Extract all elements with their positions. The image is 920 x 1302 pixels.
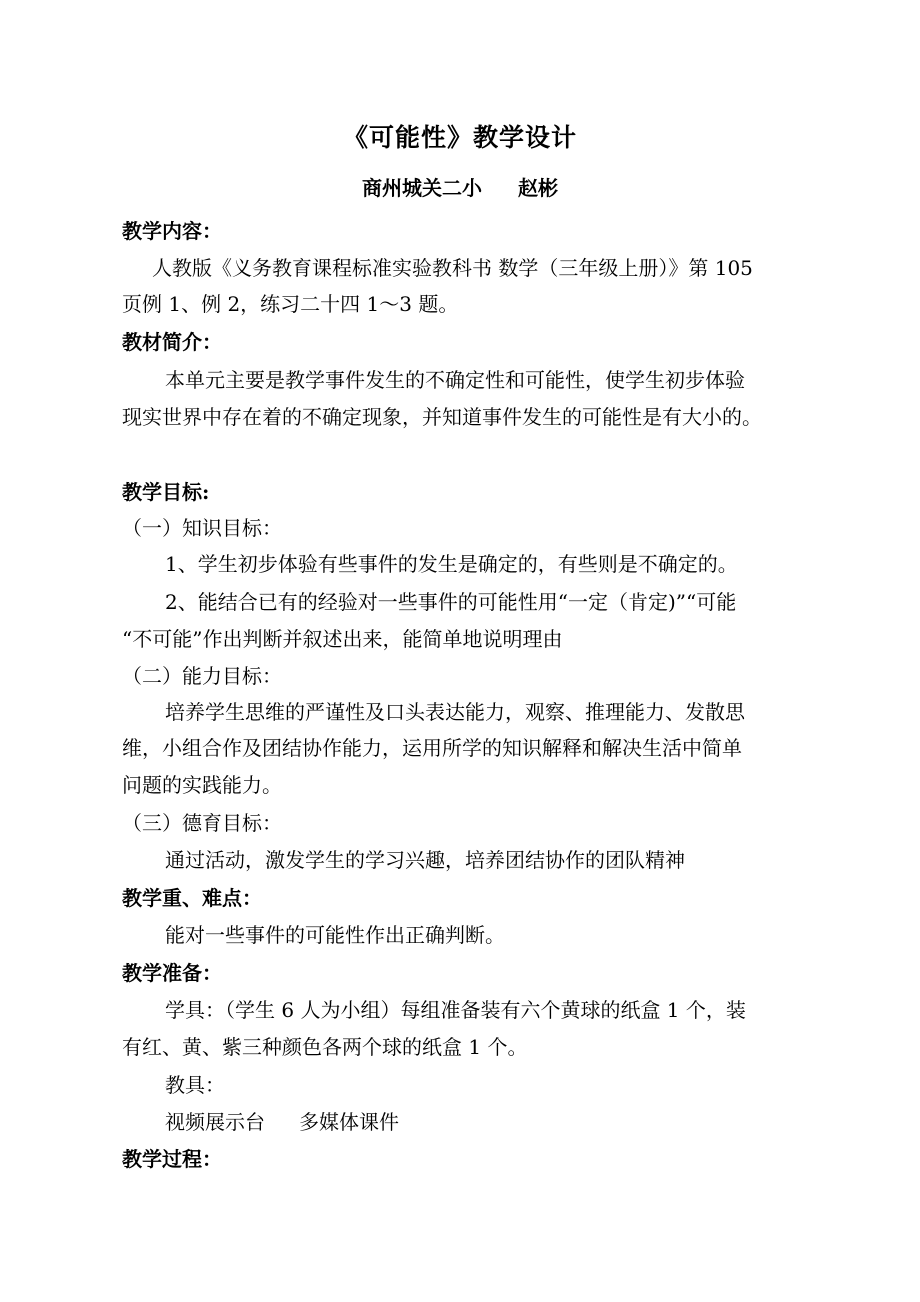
goal2-line-2: 维，小组合作及团结协作能力，运用所学的知识解释和解决生活中简单 — [122, 736, 742, 760]
goal1-heading: （一）知识目标： — [122, 516, 282, 540]
key-heading: 教学重、难点： — [122, 886, 262, 910]
author-line — [0, 172, 920, 201]
goal2-line-3: 问题的实践能力。 — [122, 773, 282, 797]
prep-teacher-label: 教具： — [165, 1073, 225, 1097]
goal1-item-2-line-1: 2、能结合已有的经验对一些事件的可能性用“一定（肯定)”“可能 — [165, 590, 737, 614]
intro-line-2: 现实世界中存在着的不确定现象，并知道事件发生的可能性是有大小的。 — [122, 405, 762, 429]
key-line-1: 能对一些事件的可能性作出正确判断。 — [165, 923, 505, 947]
prep-teacher-item-1: 视频展示台 — [165, 1110, 265, 1134]
process-heading: 教学过程： — [122, 1147, 222, 1171]
goal3-heading: （三）德育目标： — [122, 811, 282, 835]
goal2-line-1: 培养学生思维的严谨性及口头表达能力，观察、推理能力、发散思 — [165, 700, 745, 724]
prep-line-1: 学具：（学生 6 人为小组）每组准备装有六个黄球的纸盒 1 个，装 — [165, 998, 746, 1022]
prep-line-2: 有红、黄、紫三种颜色各两个球的纸盒 1 个。 — [122, 1035, 528, 1059]
goal1-item-1: 1、学生初步体验有些事件的发生是确定的，有些则是不确定的。 — [165, 552, 738, 576]
intro-line-1: 本单元主要是教学事件发生的不确定性和可能性，使学生初步体验 — [165, 368, 745, 392]
author-name: 赵彬 — [518, 176, 558, 200]
goal2-heading: （二）能力目标： — [122, 664, 282, 688]
prep-teacher-items — [165, 1108, 399, 1136]
goal3-line-1: 通过活动，激发学生的学习兴趣，培养团结协作的团队精神 — [165, 848, 685, 872]
author-school: 商州城关二小 — [362, 176, 482, 200]
intro-heading: 教材简介： — [122, 330, 222, 354]
prep-heading: 教学准备： — [122, 961, 222, 985]
goal1-item-2-line-2: “不可能”作出判断并叙述出来，能简单地说明理由 — [122, 627, 563, 651]
goals-heading: 教学目标: — [122, 480, 210, 504]
content-heading: 教学内容： — [122, 219, 222, 243]
prep-teacher-item-2: 多媒体课件 — [299, 1110, 399, 1134]
content-line-1: 人教版《义务教育课程标准实验教科书 数学（三年级上册）》第 105 — [152, 256, 753, 280]
document-title: 《可能性》教学设计 — [342, 123, 577, 152]
content-line-2: 页例 1、例 2，练习二十四 1～3 题。 — [122, 292, 459, 316]
